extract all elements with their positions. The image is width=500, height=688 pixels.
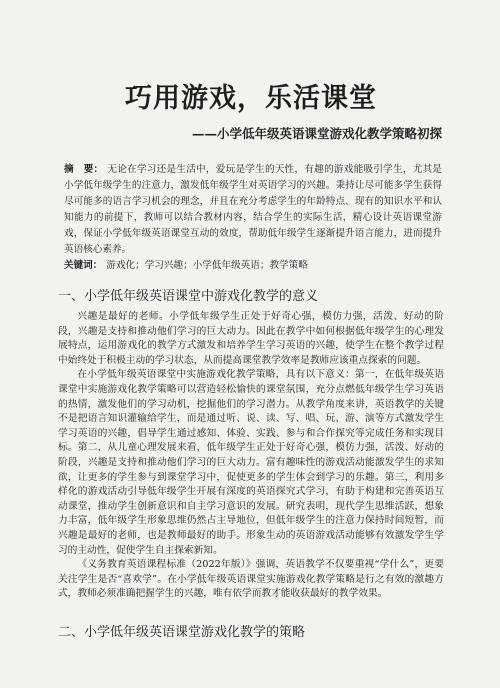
keywords-text: 游戏化；学习兴趣；小学低年级英语；教学策略 [106,260,308,271]
keywords-label: 关键词： [64,260,103,271]
section-heading-2: 二、小学低年级英语课堂游戏化教学的策略 [58,624,306,640]
abstract-text: 无论在学习还是生活中，爱玩是学生的天性，有趣的游戏能吸引学生，尤其是小学低年级学生的注意力，激发低年级学生对英语学习的兴趣。秉持让尽可能多学生获得尽可能多的语言学习机会的理念，并且在充分考虑学生的年龄特点、现有的知识水平和认知能力的前提下，教师可以结合教材内容，结合学生的实际生活，精心设计英语课堂游戏，保证小学低年级英语课堂互动的效度，帮助低年级学生逐渐提升语言能力，进而提升英语核心素养。 [64,164,443,255]
abstract-label: 摘 要： [64,164,104,175]
article-title: 巧用游戏，乐活课堂 [125,83,377,114]
body-paragraph: 在小学低年级英语课堂中实施游戏化教学策略，具有以下意义：第一，在低年级英语课堂中实施游戏化教学策略可以营造轻松愉快的课堂氛围，充分点燃低年级学生学习英语的热情，激发他们的学习动机，挖掘他们的学习潜力。从教学角度来讲，英语教学的关键不是把语言知识灌输给学生，而是通过听、说、读、写、唱、玩、游、演等方式激发学生学习英语的兴趣，倡导学生通过感知、体验、实践、参与和合作探究等完成任务和实现目标。第二，从儿童心理发展来看，低年级学生正处于好奇心强，模仿力强，活泼、好动的阶段，兴趣是支持和推动他们学习的巨大动力。富有趣味性的游戏活动能激发学生的求知欲，让更多的学生参与到课堂学习中，促使更多的学生体会到学习的乐趣。第三，利用多样化的游戏活动引导低年级学生开展有深度的英语探究式学习，有助于构建和完善英语互动课堂，推动学生创新意识和自主学习意识的发展。研究表明，现代学生思维活跃，想象力丰富，低年级学生形象思维仍然占主导地位，但低年级学生的注意力保持时间短暂，而兴趣是最好的老师，也是教师最好的助手。形象生动的英语游戏活动能够有效激发学生学习的主动性，促使学生自主探索新知。 [58,369,444,556]
keywords [58,258,444,274]
abstract [58,162,444,258]
section-heading-1: 一、小学低年级英语课堂中游戏化教学的意义 [58,289,319,304]
article-subtitle: ——小学低年级英语课堂游戏化教学策略初探 [191,126,442,141]
body-paragraph: 兴趣是最好的老师。小学低年级学生正处于好奇心强，模仿力强，活泼、好动的阶段，兴趣是支持和推动他们学习的巨大动力。因此在教学中如何根据低年级学生的心理发展特点，运用游戏化的教学方式激发和培养学生学习英语的兴趣，使学生在整个教学过程中始终处于积极主动的学习状态，从而提高课堂教学效率是教师应该重点探索的问题。 [58,311,444,366]
body-paragraph: 《义务教育英语课程标准（2022年版）》强调，英语教学不仅要重视“学什么”，更要关注学生是否“喜欢学”。在小学低年级英语课堂实施游戏化教学策略是行之有效的激趣方式，教师必须准确把握学生的兴趣，唯有依学而教才能收获最好的教学效果。 [58,559,444,600]
